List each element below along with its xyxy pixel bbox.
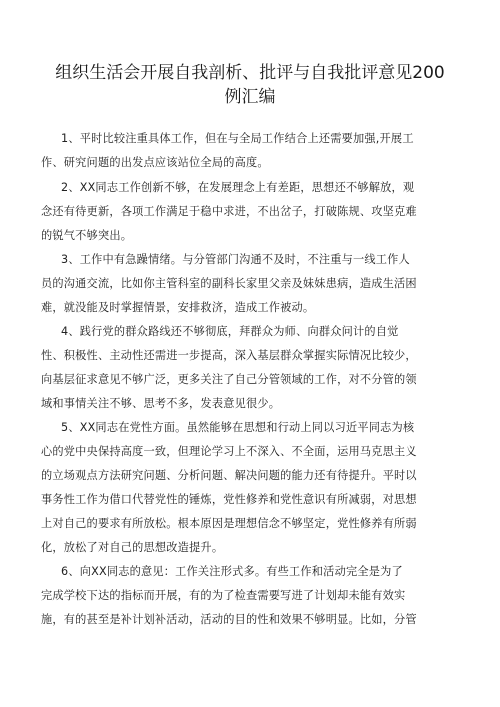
paragraph-5-line-4: 事务性工作为借口代替党性的锤炼，党性修养和党性意识有所减弱，对思想 — [41, 493, 417, 506]
paragraph-2-line-1: 2、XX同志工作创新不够，在发展理念上有差距，思想还不够解放，观 — [61, 181, 415, 194]
paragraph-2-line-2: 念还有待更新，各项工作满足于稳中求进，不出岔子，打破陈规、攻坚克难 — [41, 205, 417, 218]
paragraph-4-line-3: 向基层征求意见不够广泛，更多关注了自己分管领域的工作，对不分管的领 — [41, 373, 417, 386]
paragraph-4-line-2: 性、积极性、主动性还需进一步提高，深入基层群众掌握实际情况比较少， — [41, 349, 417, 362]
paragraph-1-line-1: 1、平时比较注重具体工作，但在与全局工作结合上还需要加强,开展工 — [61, 132, 414, 145]
paragraph-4-line-4: 域和事情关注不够、思考不多，发表意见很少。 — [41, 397, 281, 410]
paragraph-6-line-1: 6、向XX同志的意见：工作关注形式多。有些工作和活动完全是为了 — [61, 565, 403, 578]
document-title-line-1: 组织生活会开展自我剖析、批评与自我批评意见200 — [55, 63, 445, 83]
paragraph-3-line-2: 员的沟通交流，比如你主管科室的副科长家里父亲及妹妹患病，造成生活困 — [41, 277, 417, 290]
paragraph-5-line-6: 化，放松了对自己的思想改造提升。 — [41, 541, 224, 554]
paragraph-6-line-3: 施，有的甚至是补计划补活动，活动的目的性和效果不够明显。比如，分管 — [41, 613, 417, 626]
paragraph-5-line-3: 的立场观点方法研究问题、分析问题、解决问题的能力还有待提升。平时以 — [41, 469, 417, 482]
paragraph-2-line-3: 的锐气不够突出。 — [41, 229, 133, 242]
document-title-line-2: 例汇编 — [224, 87, 276, 107]
paragraph-1-line-2: 作、研究问题的出发点应该站位全局的高度。 — [41, 156, 269, 169]
paragraph-3-line-1: 3、工作中有急躁情绪。与分管部门沟通不及时，不注重与一线工作人 — [61, 253, 410, 266]
paragraph-3-line-3: 难，就没能及时掌握情景，安排救济，造成工作被动。 — [41, 301, 315, 314]
paragraph-5-line-5: 上对自己的要求有所放松。根本原因是理想信念不够坚定，党性修养有所弱 — [41, 517, 417, 530]
paragraph-5-line-1: 5、XX同志在党性方面。虽然能够在思想和行动上同以习近平同志为核 — [61, 421, 415, 434]
paragraph-6-line-2: 完成学校下达的指标而开展，有的为了检查需要写进了计划却未能有效实 — [41, 589, 406, 602]
paragraph-4-line-1: 4、践行党的群众路线还不够彻底，拜群众为师、向群众问计的自觉 — [61, 325, 399, 338]
paragraph-5-line-2: 心的党中央保持高度一致，但理论学习上不深入、不全面，运用马克思主义 — [41, 445, 417, 458]
